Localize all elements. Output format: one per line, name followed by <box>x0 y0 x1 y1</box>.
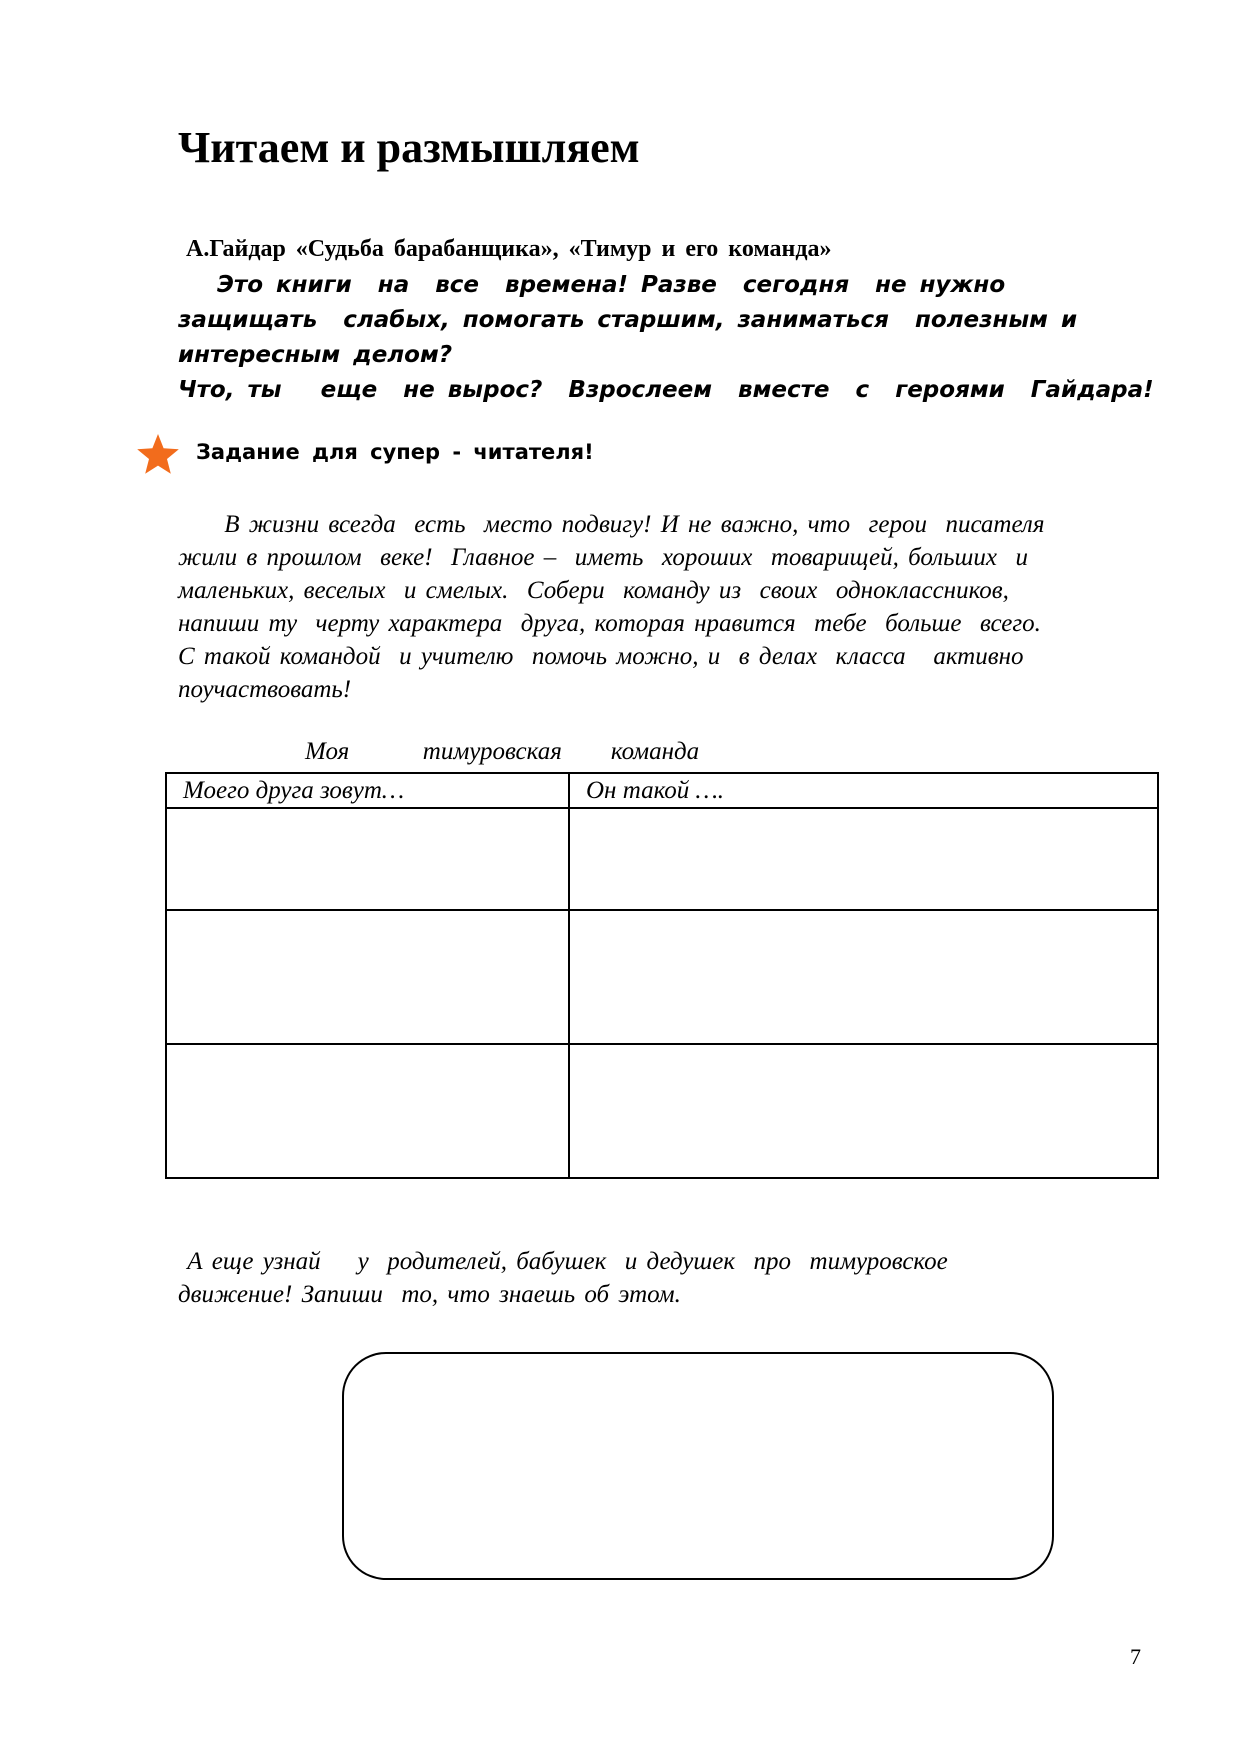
intro-line: интересным делом? <box>178 342 453 368</box>
body-line: С такой командой и учителю помочь можно, и в делах класса активно <box>178 643 1024 670</box>
intro-line: Это книги на все времена! Разве сегодня не нужно <box>178 272 1006 298</box>
table-header-row <box>166 773 1158 808</box>
book-subtitle: А.Гайдар «Судьба барабанщика», «Тимур и его команда» <box>186 236 832 262</box>
friend-name-cell[interactable] <box>166 1044 569 1178</box>
body-line: маленьких, веселых и смелых. Собери команду из своих одноклассников, <box>178 577 1009 604</box>
table-caption: Моя тимуровская команда <box>305 738 700 765</box>
intro-paragraph <box>178 268 1178 408</box>
body-paragraph <box>178 508 1178 706</box>
closing-paragraph <box>178 1245 1178 1311</box>
star-shape <box>137 434 179 474</box>
body-line: жили в прошлом веке! Главное – иметь хороших товарищей, больших и <box>178 544 1029 571</box>
header-friend-trait: Он такой …. <box>569 773 1158 808</box>
page-number: 7 <box>1130 1644 1141 1669</box>
table-row <box>166 808 1158 910</box>
answer-box[interactable] <box>342 1352 1054 1580</box>
table-row <box>166 910 1158 1044</box>
body-line: напиши ту черту характера друга, которая нравится тебе больше всего. <box>178 610 1041 637</box>
closing-line: А еще узнай у родителей, бабушек и дедушек про тимуровское <box>178 1248 948 1275</box>
intro-line: Что, ты еще не вырос? Взрослеем вместе с героями Гайдара! <box>178 377 1154 403</box>
friend-trait-cell[interactable] <box>569 808 1158 910</box>
body-line: поучаствовать! <box>178 676 352 703</box>
friend-name-cell[interactable] <box>166 808 569 910</box>
header-friend-name: Моего друга зовут… <box>166 773 569 808</box>
table-row <box>166 1044 1158 1178</box>
intro-line: защищать слабых, помогать старшим, заниматься полезным и <box>178 307 1078 333</box>
friend-name-cell[interactable] <box>166 910 569 1044</box>
page-title: Читаем и размышляем <box>178 123 640 172</box>
team-table <box>165 772 1159 1179</box>
closing-line: движение! Запиши то, что знаешь об этом. <box>178 1281 681 1308</box>
body-line: В жизни всегда есть место подвигу! И не важно, что герои писателя <box>178 511 1045 538</box>
star-icon <box>136 432 180 476</box>
friend-trait-cell[interactable] <box>569 1044 1158 1178</box>
friend-trait-cell[interactable] <box>569 910 1158 1044</box>
task-label: Задание для супер - читателя! <box>196 440 594 464</box>
